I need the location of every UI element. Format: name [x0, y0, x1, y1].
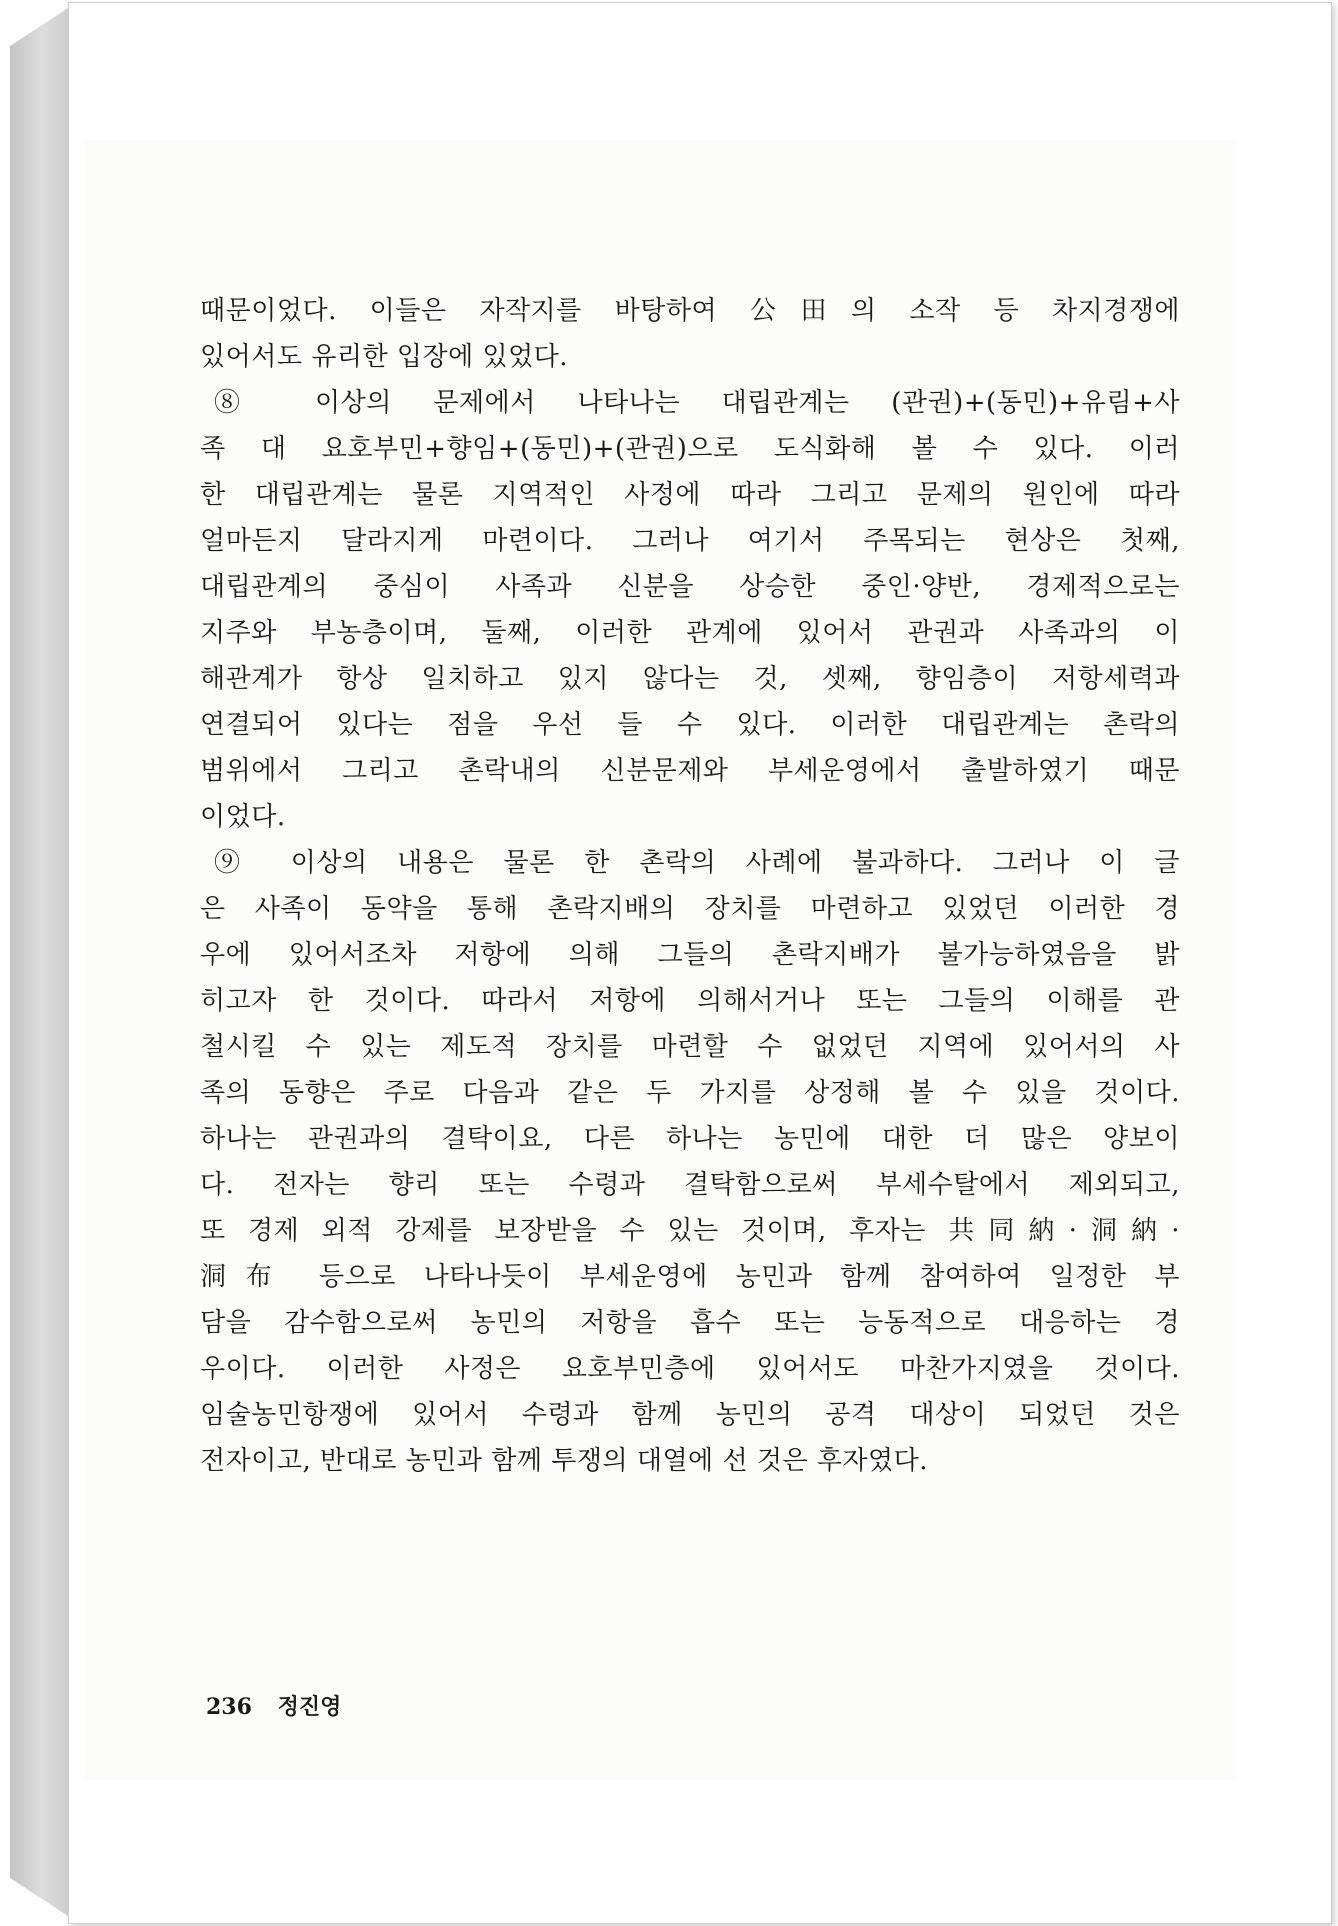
text-line: 하나는 관권과의 결탁이요, 다른 하나는 농민에 대한 더 많은 양보이: [200, 1124, 1180, 1154]
page-number: 236: [206, 1694, 252, 1720]
text-line: 또 경제 외적 강제를 보장받을 수 있는 것이며, 후자는 共同納·洞納·: [200, 1216, 1180, 1246]
text-line: 얼마든지 달라지게 마련이다. 그러나 여기서 주목되는 현상은 첫째,: [200, 526, 1180, 556]
text-line: 족의 동향은 주로 다음과 같은 두 가지를 상정해 볼 수 있을 것이다.: [200, 1078, 1180, 1108]
text-line: 대립관계의 중심이 사족과 신분을 상승한 중인·양반, 경제적으로는: [200, 572, 1180, 602]
text-line: 전자이고, 반대로 농민과 함께 투쟁의 대열에 선 것은 후자였다.: [200, 1446, 929, 1476]
body-text: [200, 288, 1180, 1484]
text-line: 연결되어 있다는 점을 우선 들 수 있다. 이러한 대립관계는 촌락의: [200, 710, 1180, 740]
text-line: 洞布 등으로 나타나듯이 부세운영에 농민과 함께 참여하여 일정한 부: [200, 1262, 1180, 1292]
text-line: 은 사족이 동약을 통해 촌락지배의 장치를 마련하고 있었던 이러한 경: [200, 894, 1180, 924]
text-line: 다. 전자는 향리 또는 수령과 결탁함으로써 부세수탈에서 제외되고,: [200, 1170, 1180, 1200]
text-line: 해관계가 항상 일치하고 있지 않다는 것, 셋째, 향임층이 저항세력과: [200, 664, 1180, 694]
text-line: 때문이었다. 이들은 자작지를 바탕하여 公田의 소작 등 차지경쟁에: [200, 296, 1180, 326]
text-line: 임술농민항쟁에 있어서 수령과 함께 농민의 공격 대상이 되었던 것은: [200, 1400, 1180, 1430]
text-line: 히고자 한 것이다. 따라서 저항에 의해서거나 또는 그들의 이해를 관: [200, 986, 1180, 1016]
text-line: 이었다.: [200, 802, 286, 832]
paragraph-9: [200, 840, 1180, 1484]
text-line: ⑨ 이상의 내용은 물론 한 촌락의 사례에 불과하다. 그러나 이 글: [214, 848, 1180, 878]
text-line: 한 대립관계는 물론 지역적인 사정에 따라 그리고 문제의 원인에 따라: [200, 480, 1180, 510]
text-line: 지주와 부농층이며, 둘째, 이러한 관계에 있어서 관권과 사족과의 이: [200, 618, 1180, 648]
paragraph-1: [200, 288, 1180, 380]
author-name: 정진영: [277, 1694, 342, 1720]
text-line: ⑧ 이상의 문제에서 나타나는 대립관계는 (관권)+(동민)+유림+사: [214, 388, 1180, 418]
paragraph-8: [200, 380, 1180, 840]
text-line: 담을 감수함으로써 농민의 저항을 흡수 또는 능동적으로 대응하는 경: [200, 1308, 1180, 1338]
text-line: 우에 있어서조차 저항에 의해 그들의 촌락지배가 불가능하였음을 밝: [200, 940, 1180, 970]
text-line: 있어서도 유리한 입장에 있었다.: [200, 342, 569, 372]
text-line: 우이다. 이러한 사정은 요호부민층에 있어서도 마찬가지였을 것이다.: [200, 1354, 1180, 1384]
text-line: 범위에서 그리고 촌락내의 신분문제와 부세운영에서 출발하였기 때문: [200, 756, 1180, 786]
text-line: 철시킬 수 있는 제도적 장치를 마련할 수 없었던 지역에 있어서의 사: [200, 1032, 1180, 1062]
text-line: 족 대 요호부민+향임+(동민)+(관권)으로 도식화해 볼 수 있다. 이러: [200, 434, 1180, 464]
page-footer: [206, 1690, 359, 1721]
book-spine: [10, 8, 68, 1916]
